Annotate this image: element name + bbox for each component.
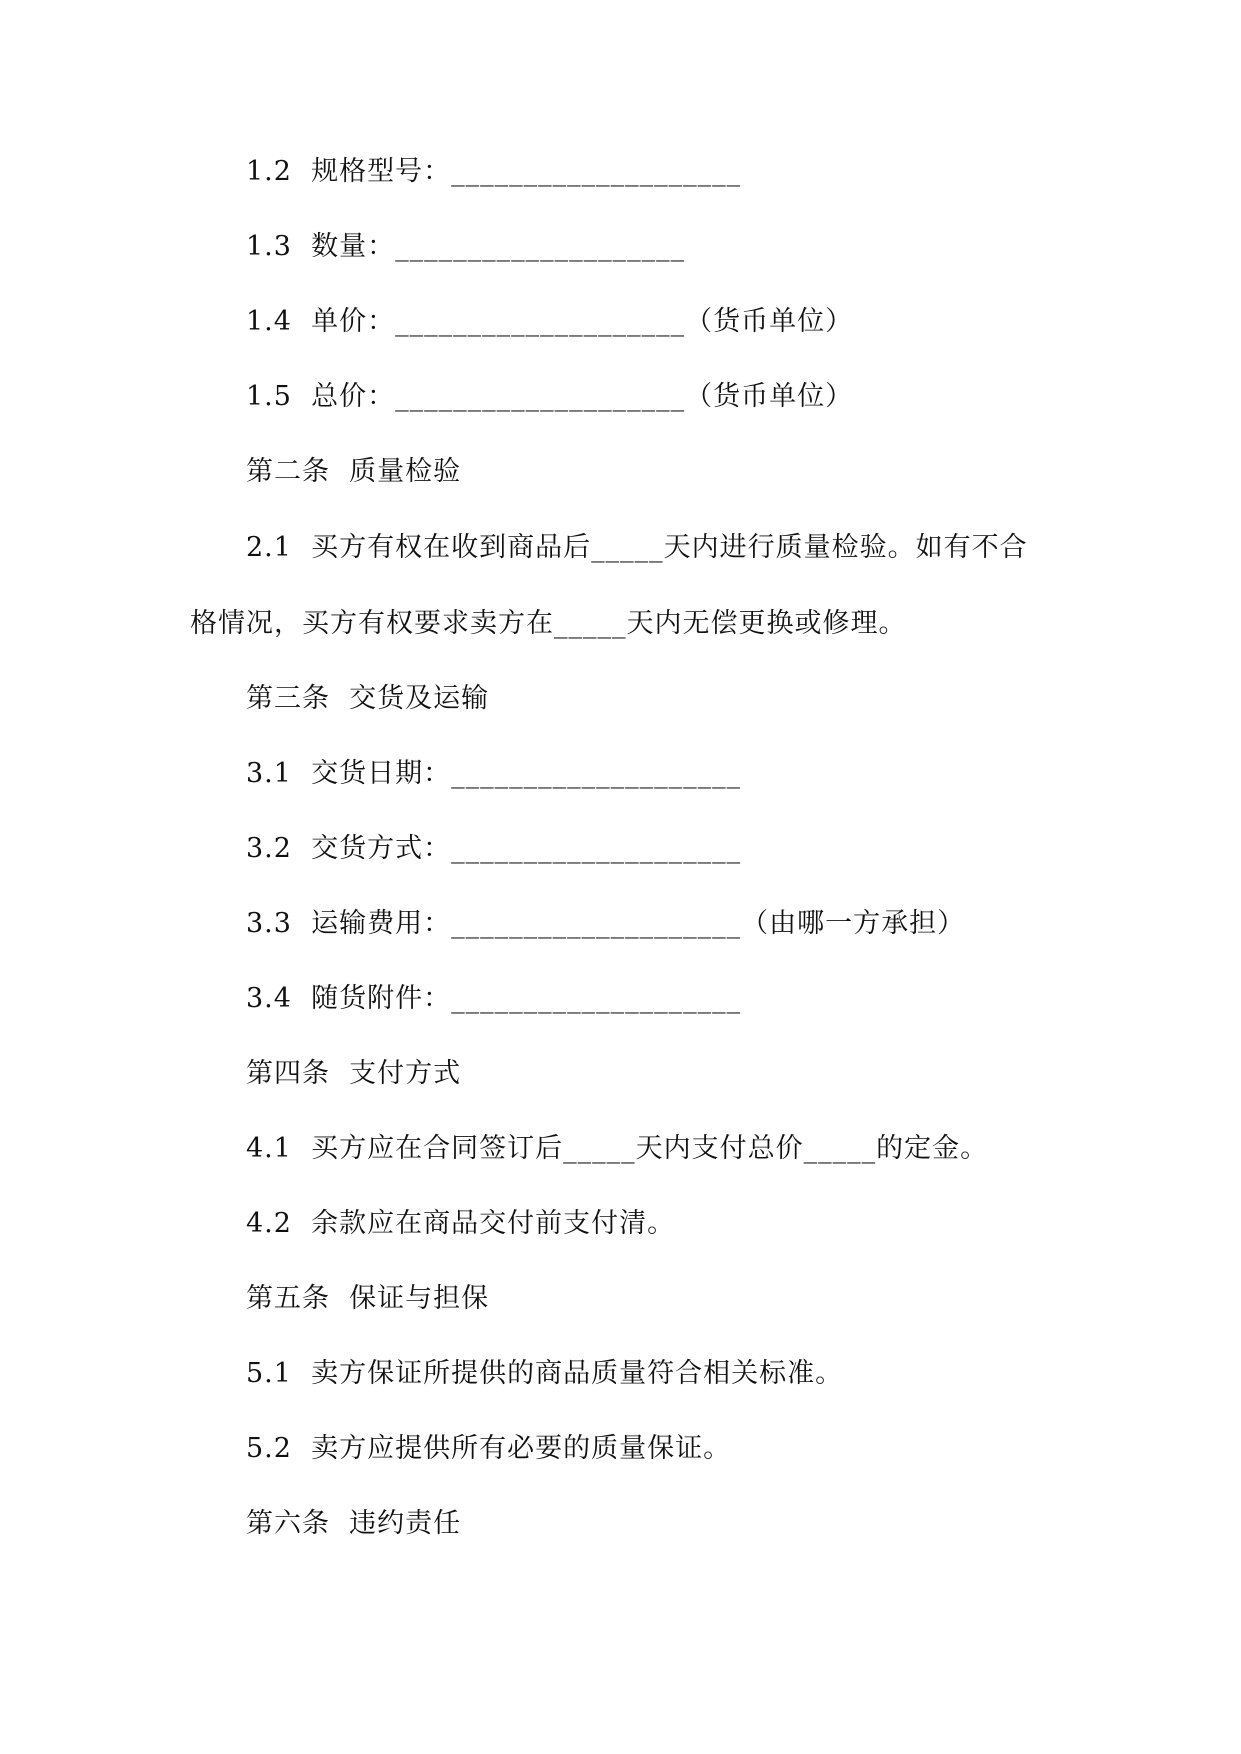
clause-4-1-deposit: 4.1 买方应在合同签订后_____天内支付总价_____的定金。 <box>246 1133 989 1164</box>
article-2-heading: 第二条 质量检验 <box>246 456 462 487</box>
clause-1-5-total-price: 1.5 总价：____________________（货币单位） <box>246 381 854 412</box>
clause-2-1-part1: 2.1 买方有权在收到商品后_____天内进行质量检验。如有不合 <box>246 532 1028 563</box>
clause-1-3-quantity: 1.3 数量：____________________ <box>246 231 686 262</box>
clause-2-1-part2: 格情况，买方有权要求卖方在_____天内无偿更换或修理。 <box>190 608 907 639</box>
article-4-heading: 第四条 支付方式 <box>246 1058 462 1089</box>
clause-1-2-spec-model: 1.2 规格型号：____________________ <box>246 156 742 187</box>
clause-3-4-attachments: 3.4 随货附件：____________________ <box>246 983 742 1014</box>
clause-5-2-quality-assurance: 5.2 卖方应提供所有必要的质量保证。 <box>246 1433 732 1464</box>
clause-3-3-shipping-cost: 3.3 运输费用：____________________（由哪一方承担） <box>246 908 966 939</box>
article-6-heading: 第六条 违约责任 <box>246 1508 462 1539</box>
clause-3-2-delivery-method: 3.2 交货方式：____________________ <box>246 833 742 864</box>
clause-5-1-quality-guarantee: 5.1 卖方保证所提供的商品质量符合相关标准。 <box>246 1358 844 1389</box>
article-3-heading: 第三条 交货及运输 <box>246 683 490 714</box>
clause-3-1-delivery-date: 3.1 交货日期：____________________ <box>246 758 742 789</box>
article-5-heading: 第五条 保证与担保 <box>246 1283 490 1314</box>
clause-4-2-balance: 4.2 余款应在商品交付前支付清。 <box>246 1208 676 1239</box>
clause-1-4-unit-price: 1.4 单价：____________________（货币单位） <box>246 306 854 337</box>
